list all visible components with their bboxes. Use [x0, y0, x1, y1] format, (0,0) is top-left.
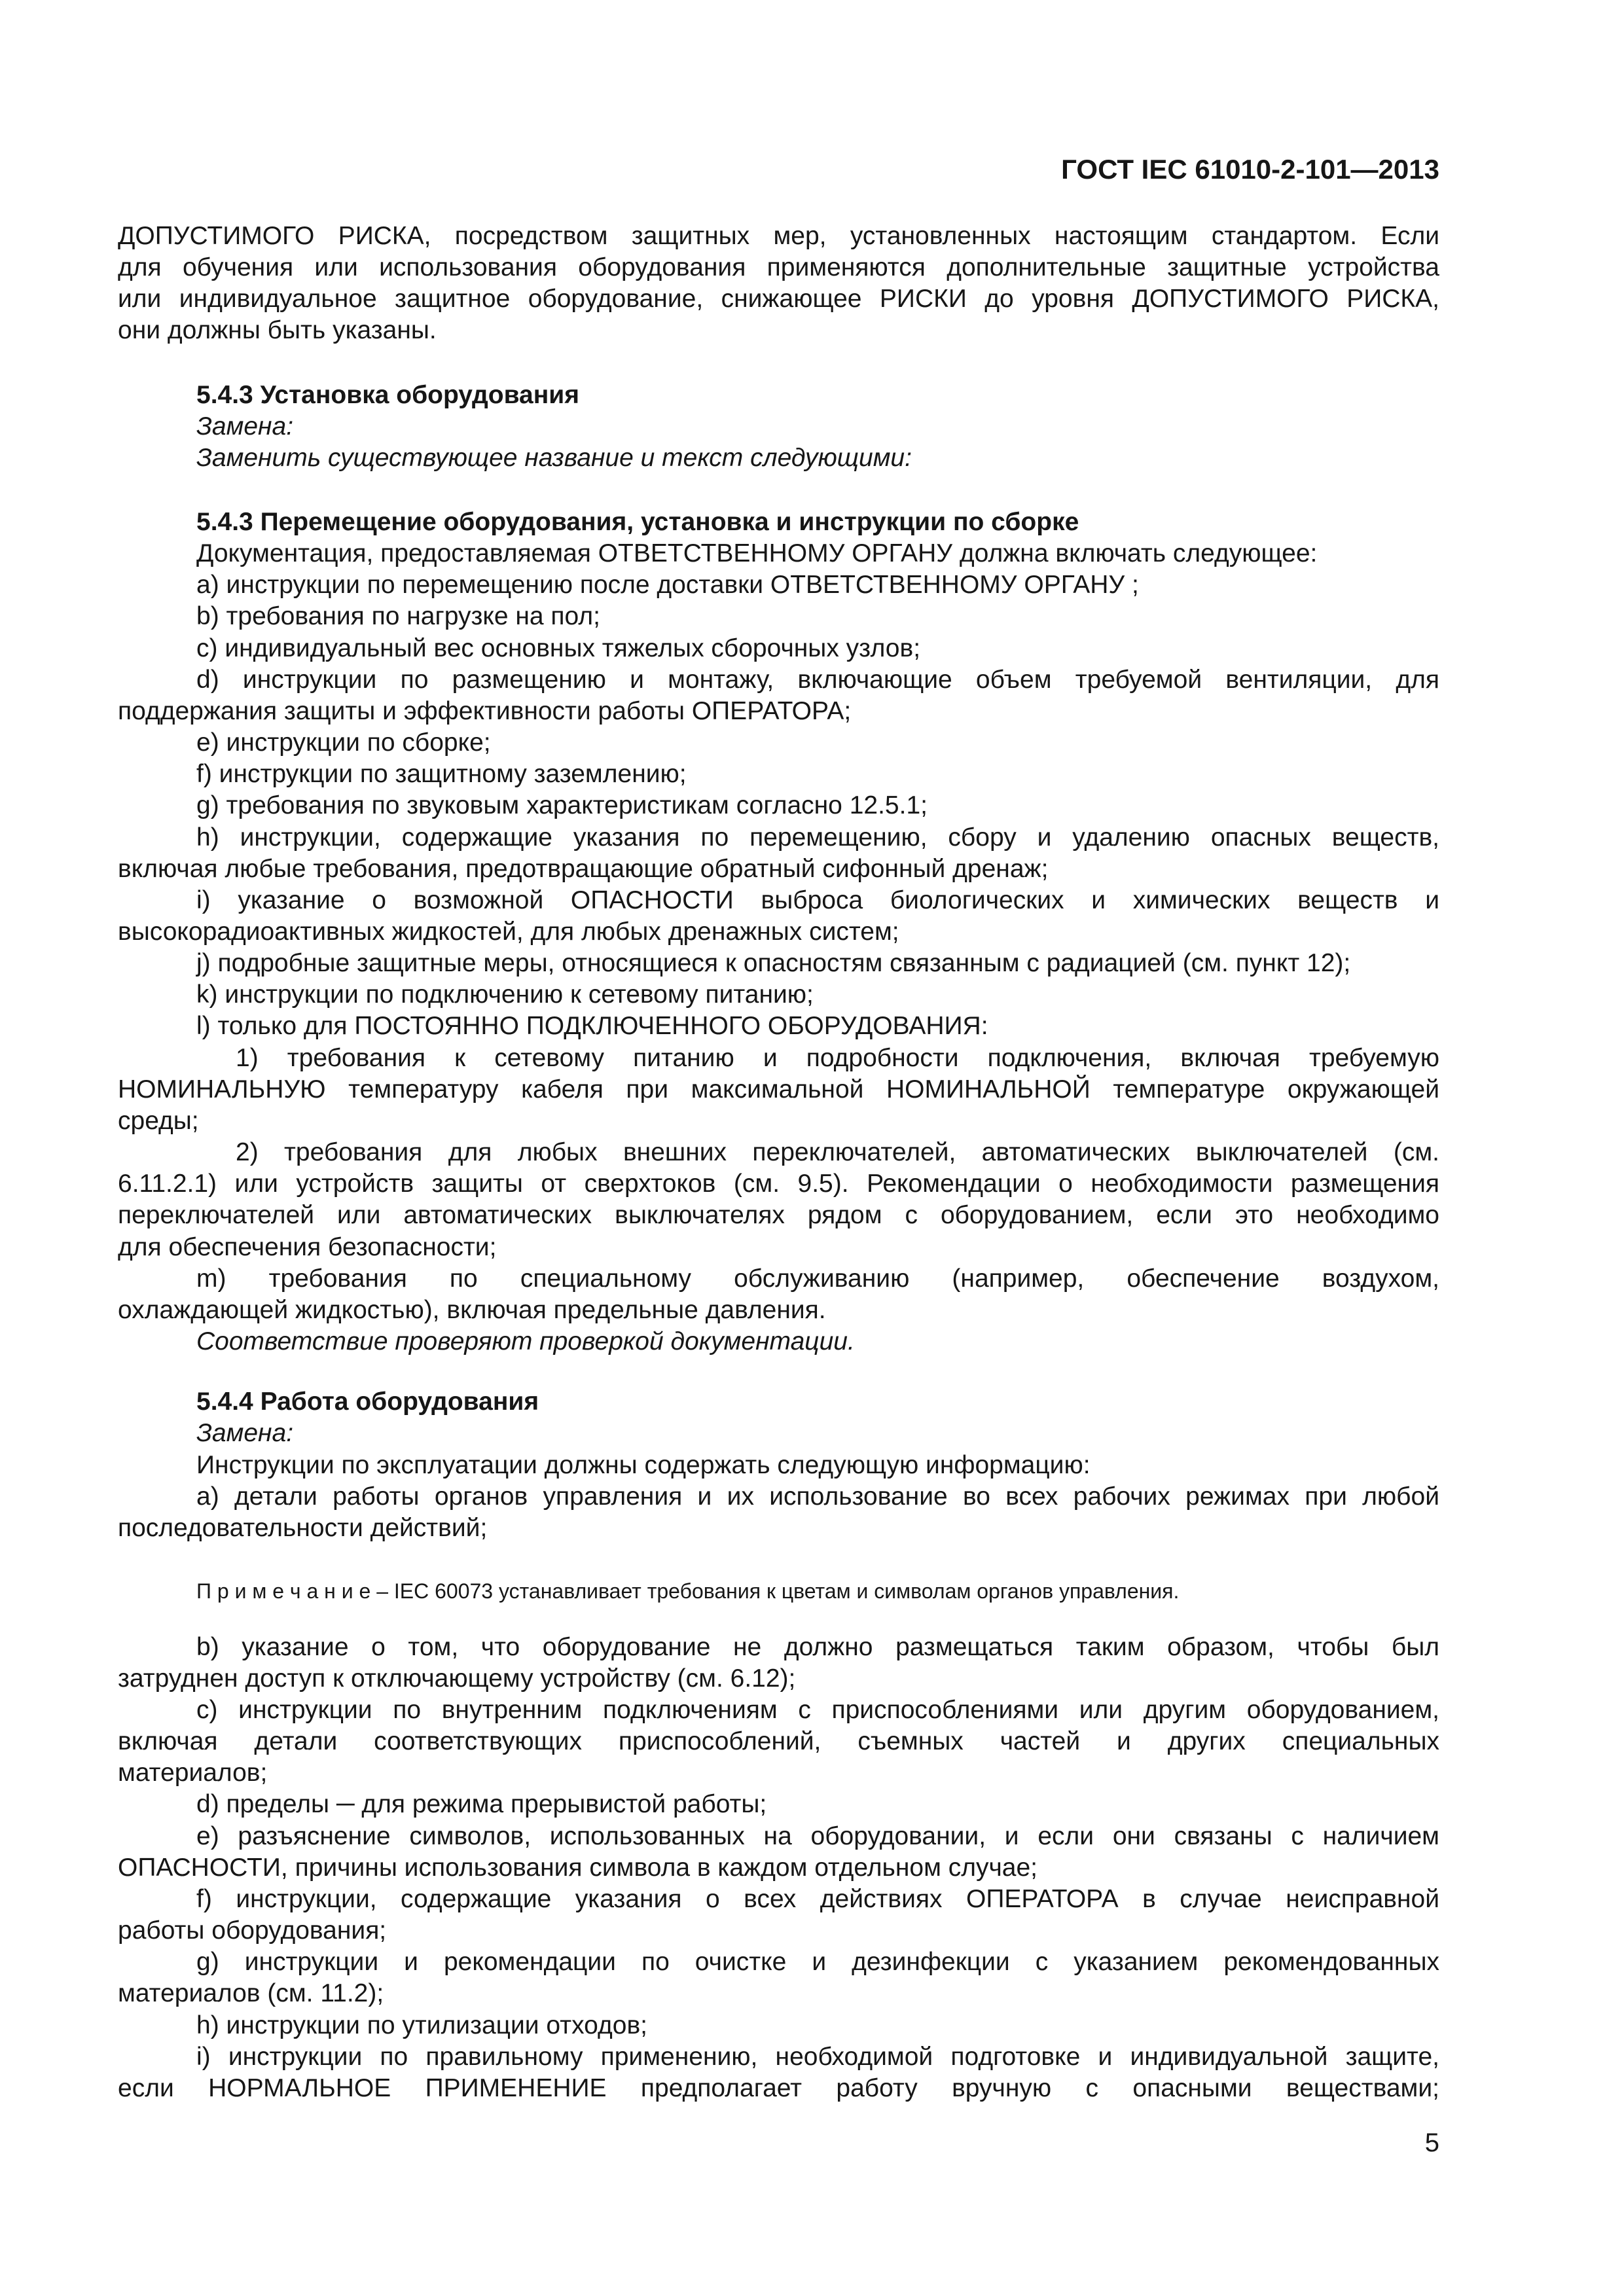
list-item-line: поддержания защиты и эффективности работы ОПЕРАТОРА; [118, 696, 852, 725]
list-item-line: материалов (см. 11.2); [118, 1979, 384, 2008]
list-item-line: i) указание о возможной ОПАСНОСТИ выброса биологических и химических веществ и [196, 886, 1439, 914]
sub-item-line: 2) требования для любых внешних переключателей, автоматических выключателей (см. [236, 1138, 1439, 1167]
section-544 [118, 1386, 1439, 1544]
amendment-label: Замена: [196, 1419, 294, 1448]
compliance-statement: Соответствие проверяют проверкой документации. [196, 1327, 855, 1356]
list-item-line: h) инструкции по утилизации отходов; [196, 2011, 647, 2039]
page-number: 5 [1424, 2128, 1439, 2157]
list-item-line: включая детали соответствующих приспособлений, съемных частей и других специальных [118, 1727, 1439, 1756]
list-item-line: b) указание о том, что оборудование не должно размещаться таким образом, чтобы был [196, 1632, 1439, 1661]
sub-item-line: среды; [118, 1106, 199, 1135]
list-item-line: затруднен доступ к отключающему устройству (см. 6.12); [118, 1664, 796, 1693]
section-543-replacement [118, 380, 1439, 474]
text-line: или индивидуальное защитное оборудование, снижающее РИСКИ до уровня ДОПУСТИМОГО РИСКА, [118, 285, 1439, 314]
list-item-line: k) инструкции по подключению к сетевому питанию; [196, 980, 814, 1009]
sub-item-line: НОМИНАЛЬНУЮ температуру кабеля при максимальной НОМИНАЛЬНОЙ температуре окружающей [118, 1075, 1439, 1103]
list-item-line: высокорадиоактивных жидкостей, для любых дренажных систем; [118, 918, 899, 946]
list-item-line: e) инструкции по сборке; [196, 728, 491, 757]
list-item-line: m) требования по специальному обслуживанию (например, обеспечение воздухом, [196, 1264, 1439, 1293]
intro-paragraph [118, 221, 1439, 347]
list-item-line: d) пределы ─ для режима прерывистой работы; [196, 1790, 767, 1819]
list-item-line: последовательности действий; [118, 1513, 488, 1542]
section-heading: 5.4.4 Работа оборудования [196, 1388, 539, 1416]
sub-item-line: переключателей или автоматических выключателях рядом с оборудованием, если это необходимо [118, 1201, 1439, 1230]
list-item-line: g) инструкции и рекомендации по очистке и дезинфекции с указанием рекомендованных [196, 1948, 1439, 1977]
section-544-list [118, 1632, 1439, 2104]
section-heading: 5.4.3 Перемещение оборудования, установка и инструкции по сборке [196, 507, 1079, 536]
list-item-line: если НОРМАЛЬНОЕ ПРИМЕНЕНИЕ предполагает работу вручную с опасными веществами; [118, 2073, 1439, 2102]
lead-line: Документация, предоставляемая ОТВЕТСТВЕННОМУ ОРГАНУ должна включать следующее: [196, 539, 1318, 568]
text-line: ДОПУСТИМОГО РИСКА, посредством защитных мер, установленных настоящим стандартом. Если [118, 222, 1439, 250]
list-item-line: i) инструкции по правильному применению, необходимой подготовке и индивидуальной защите, [196, 2042, 1439, 2071]
sub-item-line: 1) требования к сетевому питанию и подробности подключения, включая требуемую [236, 1043, 1439, 1072]
section-heading: 5.4.3 Установка оборудования [196, 381, 580, 410]
list-item-line: охлаждающей жидкостью), включая предельные давления. [118, 1295, 826, 1324]
list-item-line: a) инструкции по перемещению после доставки ОТВЕТСТВЕННОМУ ОРГАНУ ; [196, 571, 1139, 600]
list-item-line: c) инструкции по внутренним подключениям с приспособлениями или другим оборудованием, [196, 1695, 1439, 1724]
list-item-line: d) инструкции по размещению и монтажу, включающие объем требуемой вентиляции, для [196, 665, 1439, 694]
list-item-line: ОПАСНОСТИ, причины использования символа в каждом отдельном случае; [118, 1853, 1038, 1882]
list-item-line: работы оборудования; [118, 1916, 387, 1945]
sub-item-line: 6.11.2.1) или устройств защиты от сверхтоков (см. 9.5). Рекомендации о необходимости размещения [118, 1170, 1439, 1198]
list-item-line: c) индивидуальный вес основных тяжелых сборочных узлов; [196, 634, 921, 662]
list-item-line: f) инструкции по защитному заземлению; [196, 760, 687, 789]
running-header: ГОСТ IEC 61010-2-101—2013 [1061, 154, 1439, 185]
list-item-line: g) требования по звуковым характеристикам согласно 12.5.1; [196, 791, 928, 820]
list-item-line: j) подробные защитные меры, относящиеся к опасностям связанным с радиацией (см. пункт 12); [196, 949, 1351, 978]
list-item-line: f) инструкции, содержащие указания о всех действиях ОПЕРАТОРА в случае неисправной [196, 1884, 1439, 1913]
section-543 [118, 507, 1439, 1357]
list-item-line: l) только для ПОСТОЯННО ПОДКЛЮЧЕННОГО ОБОРУДОВАНИЯ: [196, 1012, 988, 1041]
text-line: для обучения или использования оборудования применяются дополнительные защитные устройства [118, 253, 1439, 282]
document-body [118, 221, 1439, 2104]
lead-line: Инструкции по эксплуатации должны содержать следующую информацию: [196, 1450, 1091, 1479]
list-item-line: включая любые требования, предотвращающие обратный сифонный дренаж; [118, 854, 1049, 883]
amendment-instruction: Заменить существующее название и текст следующими: [196, 444, 912, 473]
list-item-line: b) требования по нагрузке на пол; [196, 602, 600, 631]
list-item-line: e) разъяснение символов, использованных на оборудовании, и если они связаны с наличием [196, 1821, 1439, 1850]
text-line: они должны быть указаны. [118, 316, 437, 345]
list-item-line: h) инструкции, содержащие указания по перемещению, сбору и удалению опасных веществ, [196, 823, 1439, 852]
note: П р и м е ч а н и е – IEC 60073 устанавливает требования к цветам и символам органов управления. [196, 1579, 1180, 1604]
amendment-label: Замена: [196, 412, 294, 441]
list-item-line: a) детали работы органов управления и их использование во всех рабочих режимах при любой [196, 1482, 1439, 1511]
list-item-line: материалов; [118, 1759, 268, 1787]
sub-item-line: для обеспечения безопасности; [118, 1232, 497, 1261]
